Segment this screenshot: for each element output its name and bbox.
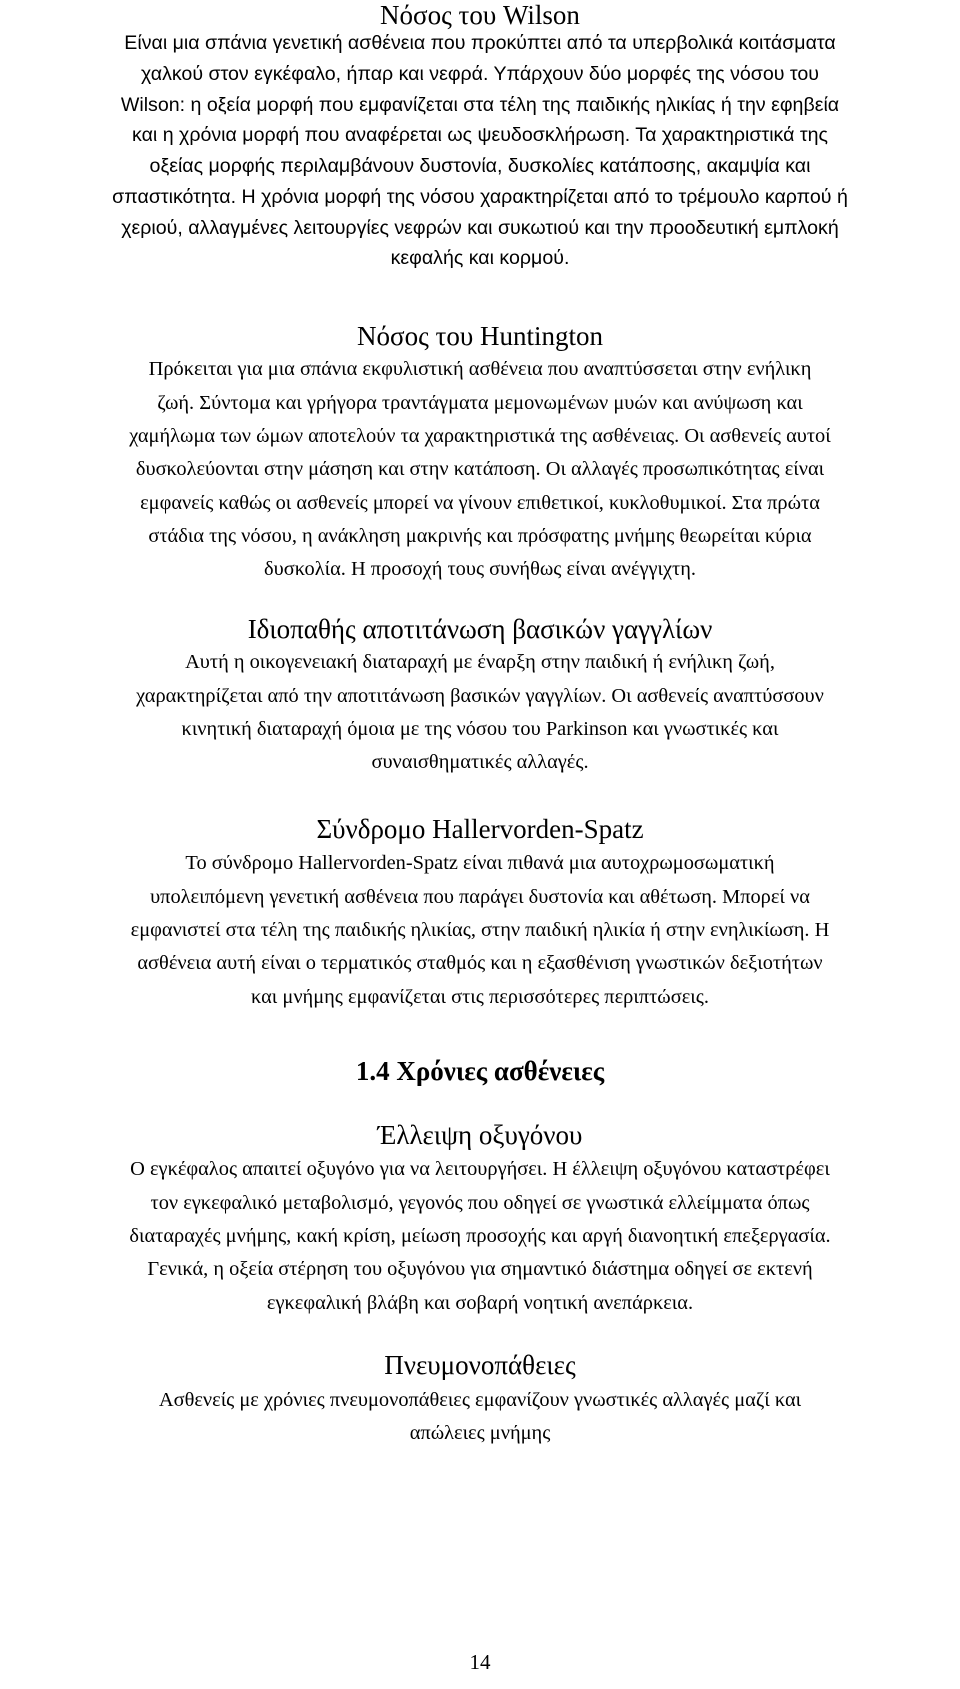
paragraph-line: εγκεφαλική βλάβη και σοβαρή νοητική ανεπάρκεια. bbox=[266, 1292, 694, 1314]
paragraph-line: Wilson: η οξεία μορφή που εμφανίζεται στα τέλη της παιδικής ηλικίας ή την εφηβεία bbox=[120, 94, 840, 116]
paragraph-line: οξείας μορφής περιλαμβάνουν δυστονία, δυσκολίες κατάποσης, ακαμψία και bbox=[149, 155, 811, 177]
paragraph-line: Αυτή η οικογενειακή διαταραχή με έναρξη στην παιδική ή ενήλικη ζωή, bbox=[185, 651, 775, 673]
paragraph-line: Πρόκειται για μια σπάνια εκφυλιστική ασθένεια που αναπτύσσεται στην ενήλικη bbox=[148, 358, 812, 380]
paragraph-line: ασθένεια αυτή είναι ο τερματικός σταθμός και η εξασθένιση γνωστικών δεξιοτήτων bbox=[137, 952, 823, 974]
paragraph-line: δυσκολία. Η προσοχή τους συνήθως είναι ανέγγιχτη. bbox=[264, 558, 696, 580]
paragraph-line: στάδια της νόσου, η ανάκληση μακρινής και πρόσφατης μνήμης θεωρείται κύρια bbox=[148, 525, 812, 547]
paragraph-line: εμφανείς καθώς οι ασθενείς μπορεί να γίνουν επιθετικοί, κυκλοθυμικοί. Στα πρώτα bbox=[140, 492, 820, 514]
paragraph-line: χαρακτηρίζεται από την αποτιτάνωση βασικών γαγγλίων. Οι ασθενείς αναπτύσσουν bbox=[136, 685, 824, 707]
paragraph-line: και μνήμης εμφανίζεται στις περισσότερες περιπτώσεις. bbox=[251, 986, 709, 1008]
paragraph-line: χαμήλωμα των ώμων αποτελούν τα χαρακτηριστικά της ασθένειας. Οι ασθενείς αυτοί bbox=[129, 425, 831, 447]
paragraph-line: ζωή. Σύντομα και γρήγορα τραντάγματα μεμονωμένων μυών και ανύψωση και bbox=[157, 392, 803, 414]
paragraph-line: σπαστικότητα. Η χρόνια μορφή της νόσου χαρακτηρίζεται από το τρέμουλο καρπού ή bbox=[112, 186, 848, 208]
paragraph-line: Το σύνδρομο Hallervorden-Spatz είναι πιθανά μια αυτοχρωμοσωματική bbox=[185, 852, 775, 874]
paragraph-line: τον εγκεφαλικό μεταβολισμό, γεγονός που οδηγεί σε γνωστικά ελλείμματα όπως bbox=[150, 1192, 810, 1214]
page-number: 14 bbox=[469, 1650, 491, 1674]
paragraph-line: διαταραχές μνήμης, κακή κρίση, μείωση προσοχής και αργή διανοητική επεξεργασία. bbox=[129, 1225, 831, 1247]
paragraph-line: Γενικά, η οξεία στέρηση του οξυγόνου για σημαντικό διάστημα οδηγεί σε εκτενή bbox=[147, 1258, 813, 1280]
paragraph-line: Είναι μια σπάνια γενετική ασθένεια που προκύπτει από τα υπερβολικά κοιτάσματα bbox=[124, 32, 836, 54]
paragraph-line: χαλκού στον εγκέφαλο, ήπαρ και νεφρά. Υπάρχουν δύο μορφές της νόσου του bbox=[140, 63, 819, 85]
paragraph-line: Ο εγκέφαλος απαιτεί οξυγόνο για να λειτουργήσει. Η έλλειψη οξυγόνου καταστρέφει bbox=[130, 1158, 830, 1180]
paragraph-line: κεφαλής και κορμού. bbox=[390, 247, 570, 269]
paragraph-line: απώλειες μνήμης bbox=[409, 1422, 551, 1444]
section-heading-hallervorden-spatz: Σύνδρομο Hallervorden-Spatz bbox=[316, 814, 644, 844]
section-heading-wilson: Νόσος του Wilson bbox=[380, 0, 580, 30]
section-heading-lung-diseases: Πνευμονοπάθειες bbox=[384, 1350, 576, 1380]
paragraph-line: δυσκολεύονται στην μάσηση και στην κατάποση. Οι αλλαγές προσωπικότητας είναι bbox=[135, 458, 825, 480]
paragraph-line: εμφανιστεί στα τέλη της παιδικής ηλικίας, στην παιδική ηλικία ή στην ενηλικίωση. Η bbox=[130, 919, 830, 941]
section-heading-huntington: Νόσος του Huntington bbox=[357, 321, 603, 351]
paragraph-line: συναισθηματικές αλλαγές. bbox=[371, 751, 589, 773]
chapter-heading-chronic-diseases: 1.4 Χρόνιες ασθένειες bbox=[355, 1056, 605, 1086]
section-heading-oxygen-deficiency: Έλλειψη οξυγόνου bbox=[377, 1120, 583, 1150]
paragraph-line: Ασθενείς με χρόνιες πνευμονοπάθειες εμφανίζουν γνωστικές αλλαγές μαζί και bbox=[158, 1389, 802, 1411]
paragraph-line: χεριού, αλλαγμένες λειτουργίες νεφρών και συκωτιού και την προοδευτική εμπλοκή bbox=[121, 217, 839, 239]
paragraph-line: υπολειπόμενη γενετική ασθένεια που παράγει δυστονία και αθέτωση. Μπορεί να bbox=[150, 886, 810, 908]
paragraph-line: και η χρόνια μορφή που αναφέρεται ως ψευδοσκλήρωση. Τα χαρακτηριστικά της bbox=[132, 124, 828, 146]
section-heading-basal-ganglia: Ιδιοπαθής αποτιτάνωση βασικών γαγγλίων bbox=[247, 614, 713, 644]
paragraph-line: κινητική διαταραχή όμοια με της νόσου του Parkinson και γνωστικές και bbox=[181, 718, 779, 740]
